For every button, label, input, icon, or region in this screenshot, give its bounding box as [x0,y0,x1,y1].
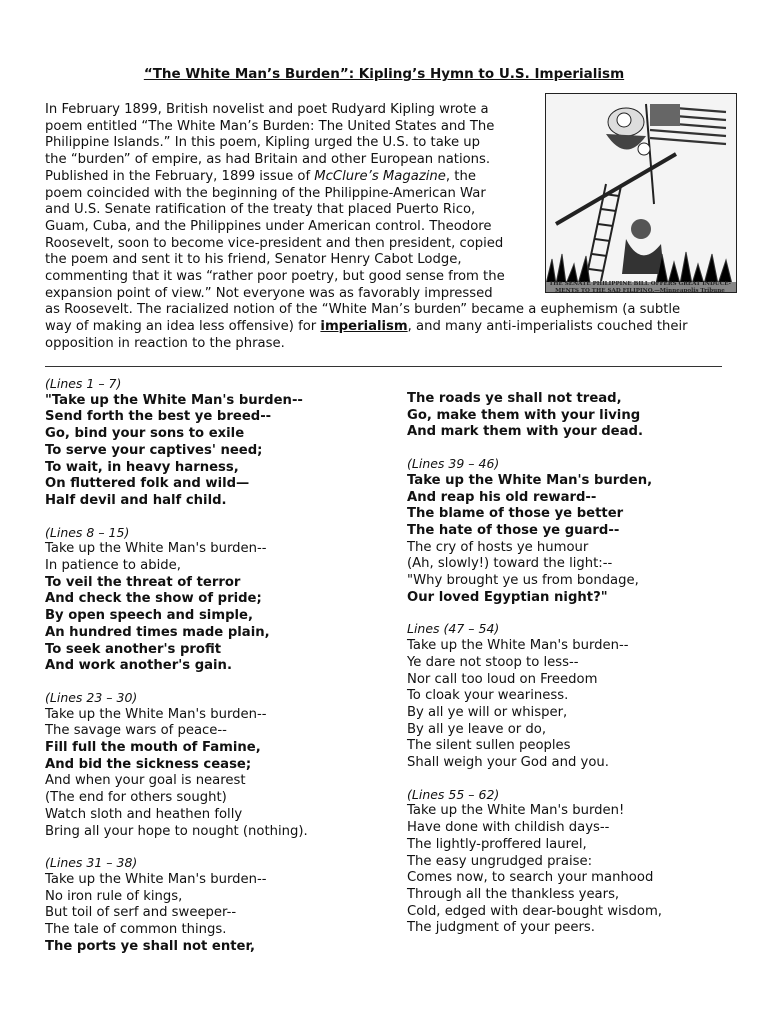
poem-right-column [407,391,737,952]
poem-line: Half devil and half child. [45,492,227,508]
intro-line: and U.S. Senate ratification of the treaty that placed Puerto Rico, [45,202,476,218]
intro-text: way of making an idea less offensive) for [45,319,321,335]
poem-stanza [45,525,385,675]
poem-line: And mark them with your dead. [407,424,643,440]
poem-line: The lightly-proffered laurel, [407,836,587,852]
poem-line: On fluttered folk and wild— [45,476,250,492]
caption-line: THE SENATE PHILIPPINE BILL OFFERS GREAT INDUCE- [549,281,731,287]
poem-line: By all ye leave or do, [407,721,547,737]
poem-line: Have done with childish days-- [407,820,610,836]
stanza-line-range: (Lines 55 – 62) [407,786,500,802]
poem-line: Fill full the mouth of Famine, [45,740,261,756]
poem-line: The easy ungrudged praise: [407,853,593,869]
poem-line: Bring all your hope to nought (nothing). [45,823,308,839]
poem-stanza [45,690,385,840]
poem-line: Shall weigh your God and you. [407,755,609,771]
magazine-title: McClure’s Magazine [314,168,446,184]
intro-line: expansion point of view.” Not everyone was as favorably impressed [45,285,493,301]
poem-line: The judgment of your peers. [407,920,595,936]
poem-line: Cold, edged with dear-bought wisdom, [407,903,662,919]
intro-line: Roosevelt, soon to become vice-president and then president, copied [45,235,504,251]
poem-line: The hate of those ye guard-- [407,522,620,538]
poem-line: Take up the White Man's burden! [407,803,625,819]
poem-line: To cloak your weariness. [407,688,569,704]
intro-line: the “burden” of empire, as had Britain and other European nations. [45,152,491,168]
stanza-line-range: Lines (47 – 54) [407,621,500,637]
intro-line: commenting that it was “rather poor poetry, but good sense from the [45,269,505,285]
intro-line: poem coincided with the beginning of the Philippine-American War [45,185,486,201]
intro-line: opposition in reaction to the phrase. [45,335,285,351]
intro-line: as Roosevelt. The racialized notion of the “White Man’s burden” became a euphemism (a subtle [45,302,681,318]
poem-line: Take up the White Man's burden, [407,472,653,488]
intro-line [45,319,725,336]
poem-stanza [45,855,385,955]
poem-left-column [45,376,385,971]
poem-line: Send forth the best ye breed-- [45,409,272,425]
poem-line: Take up the White Man's burden-- [45,871,267,887]
poem-line: Comes now, to search your manhood [407,870,654,886]
poem-line: And reap his old reward-- [407,489,597,505]
caption-line: MENTS TO THE SAD FILIPINO.—Minneapolis Tribune [555,287,725,294]
poem-line: Watch sloth and heathen folly [45,806,243,822]
poem-line: And bid the sickness cease; [45,756,252,772]
poem-stanza [407,621,737,771]
keyword-imperialism: imperialism [320,319,408,335]
poem-stanza [407,787,737,937]
poem-line: The blame of those ye better [407,506,624,522]
poem-line: And when your goal is nearest [45,773,246,789]
poem-line: And check the show of pride; [45,591,262,607]
poem-line: Take up the White Man's burden-- [45,706,267,722]
stanza-line-range: (Lines 31 – 38) [45,855,138,871]
poem-line: But toil of serf and sweeper-- [45,905,237,921]
stanza-line-range: (Lines 39 – 46) [407,456,500,472]
poem-line: To seek another's profit [45,641,222,657]
poem-line: The ports ye shall not enter, [45,938,256,954]
intro-line: the poem and sent it to his friend, Senator Henry Cabot Lodge, [45,252,462,268]
poem-line: No iron rule of kings, [45,888,183,904]
poem-line: To veil the threat of terror [45,574,241,590]
poem-line: The savage wars of peace-- [45,723,227,739]
poem-line: Nor call too loud on Freedom [407,671,598,687]
poem-line: Our loved Egyptian night?" [407,589,608,605]
poem-line: The cry of hosts ye humour [407,539,589,555]
intro-paragraph [45,102,725,353]
intro-line: In February 1899, British novelist and poet Rudyard Kipling wrote a [45,102,489,117]
poem-line: The roads ye shall not tread, [407,391,622,406]
poem-stanza [45,376,385,510]
poem-line: "Why brought ye us from bondage, [407,573,639,589]
poem-line: Go, bind your sons to exile [45,426,245,442]
intro-text: , the [445,168,476,184]
poem-stanza [407,391,737,441]
poem-line: And work another's gain. [45,658,232,674]
poem-line: By open speech and simple, [45,608,253,624]
poem-line: (The end for others sought) [45,790,227,806]
poem-stanza [407,456,737,606]
poem-line: Go, make them with your living [407,407,641,423]
page-title: “The White Man’s Burden”: Kipling’s Hymn to U.S. Imperialism [143,66,625,82]
intro-line: Guam, Cuba, and the Philippines under American control. Theodore [45,218,492,234]
stanza-line-range: (Lines 23 – 30) [45,689,138,705]
divider [45,366,722,367]
poem-line: Ye dare not stoop to less-- [407,654,579,670]
poem-line: The silent sullen peoples [407,738,571,754]
poem-line: Take up the White Man's burden-- [407,638,629,654]
intro-text: , and many anti-imperialists couched their [407,319,688,335]
poem-line: The tale of common things. [45,922,227,938]
poem-line: (Ah, slowly!) toward the light:-- [407,556,613,572]
poem-line: "Take up the White Man's burden-- [45,392,303,408]
poem-line: To serve your captives' need; [45,442,263,458]
intro-text: Published in the February, 1899 issue of [45,168,315,184]
poem-line: Take up the White Man's burden-- [45,541,267,557]
poem-line: By all ye will or whisper, [407,704,568,720]
poem-line: To wait, in heavy harness, [45,459,239,475]
poem-line: An hundred times made plain, [45,624,270,640]
stanza-line-range: (Lines 1 – 7) [45,376,122,391]
intro-line: poem entitled “The White Man’s Burden: The United States and The [45,118,495,134]
intro-line: Philippine Islands.” In this poem, Kipling urged the U.S. to take up [45,135,481,151]
poem-line: Through all the thankless years, [407,886,620,902]
stanza-line-range: (Lines 8 – 15) [45,524,130,540]
poem-line: In patience to abide, [45,558,181,574]
intro-line [45,169,725,186]
